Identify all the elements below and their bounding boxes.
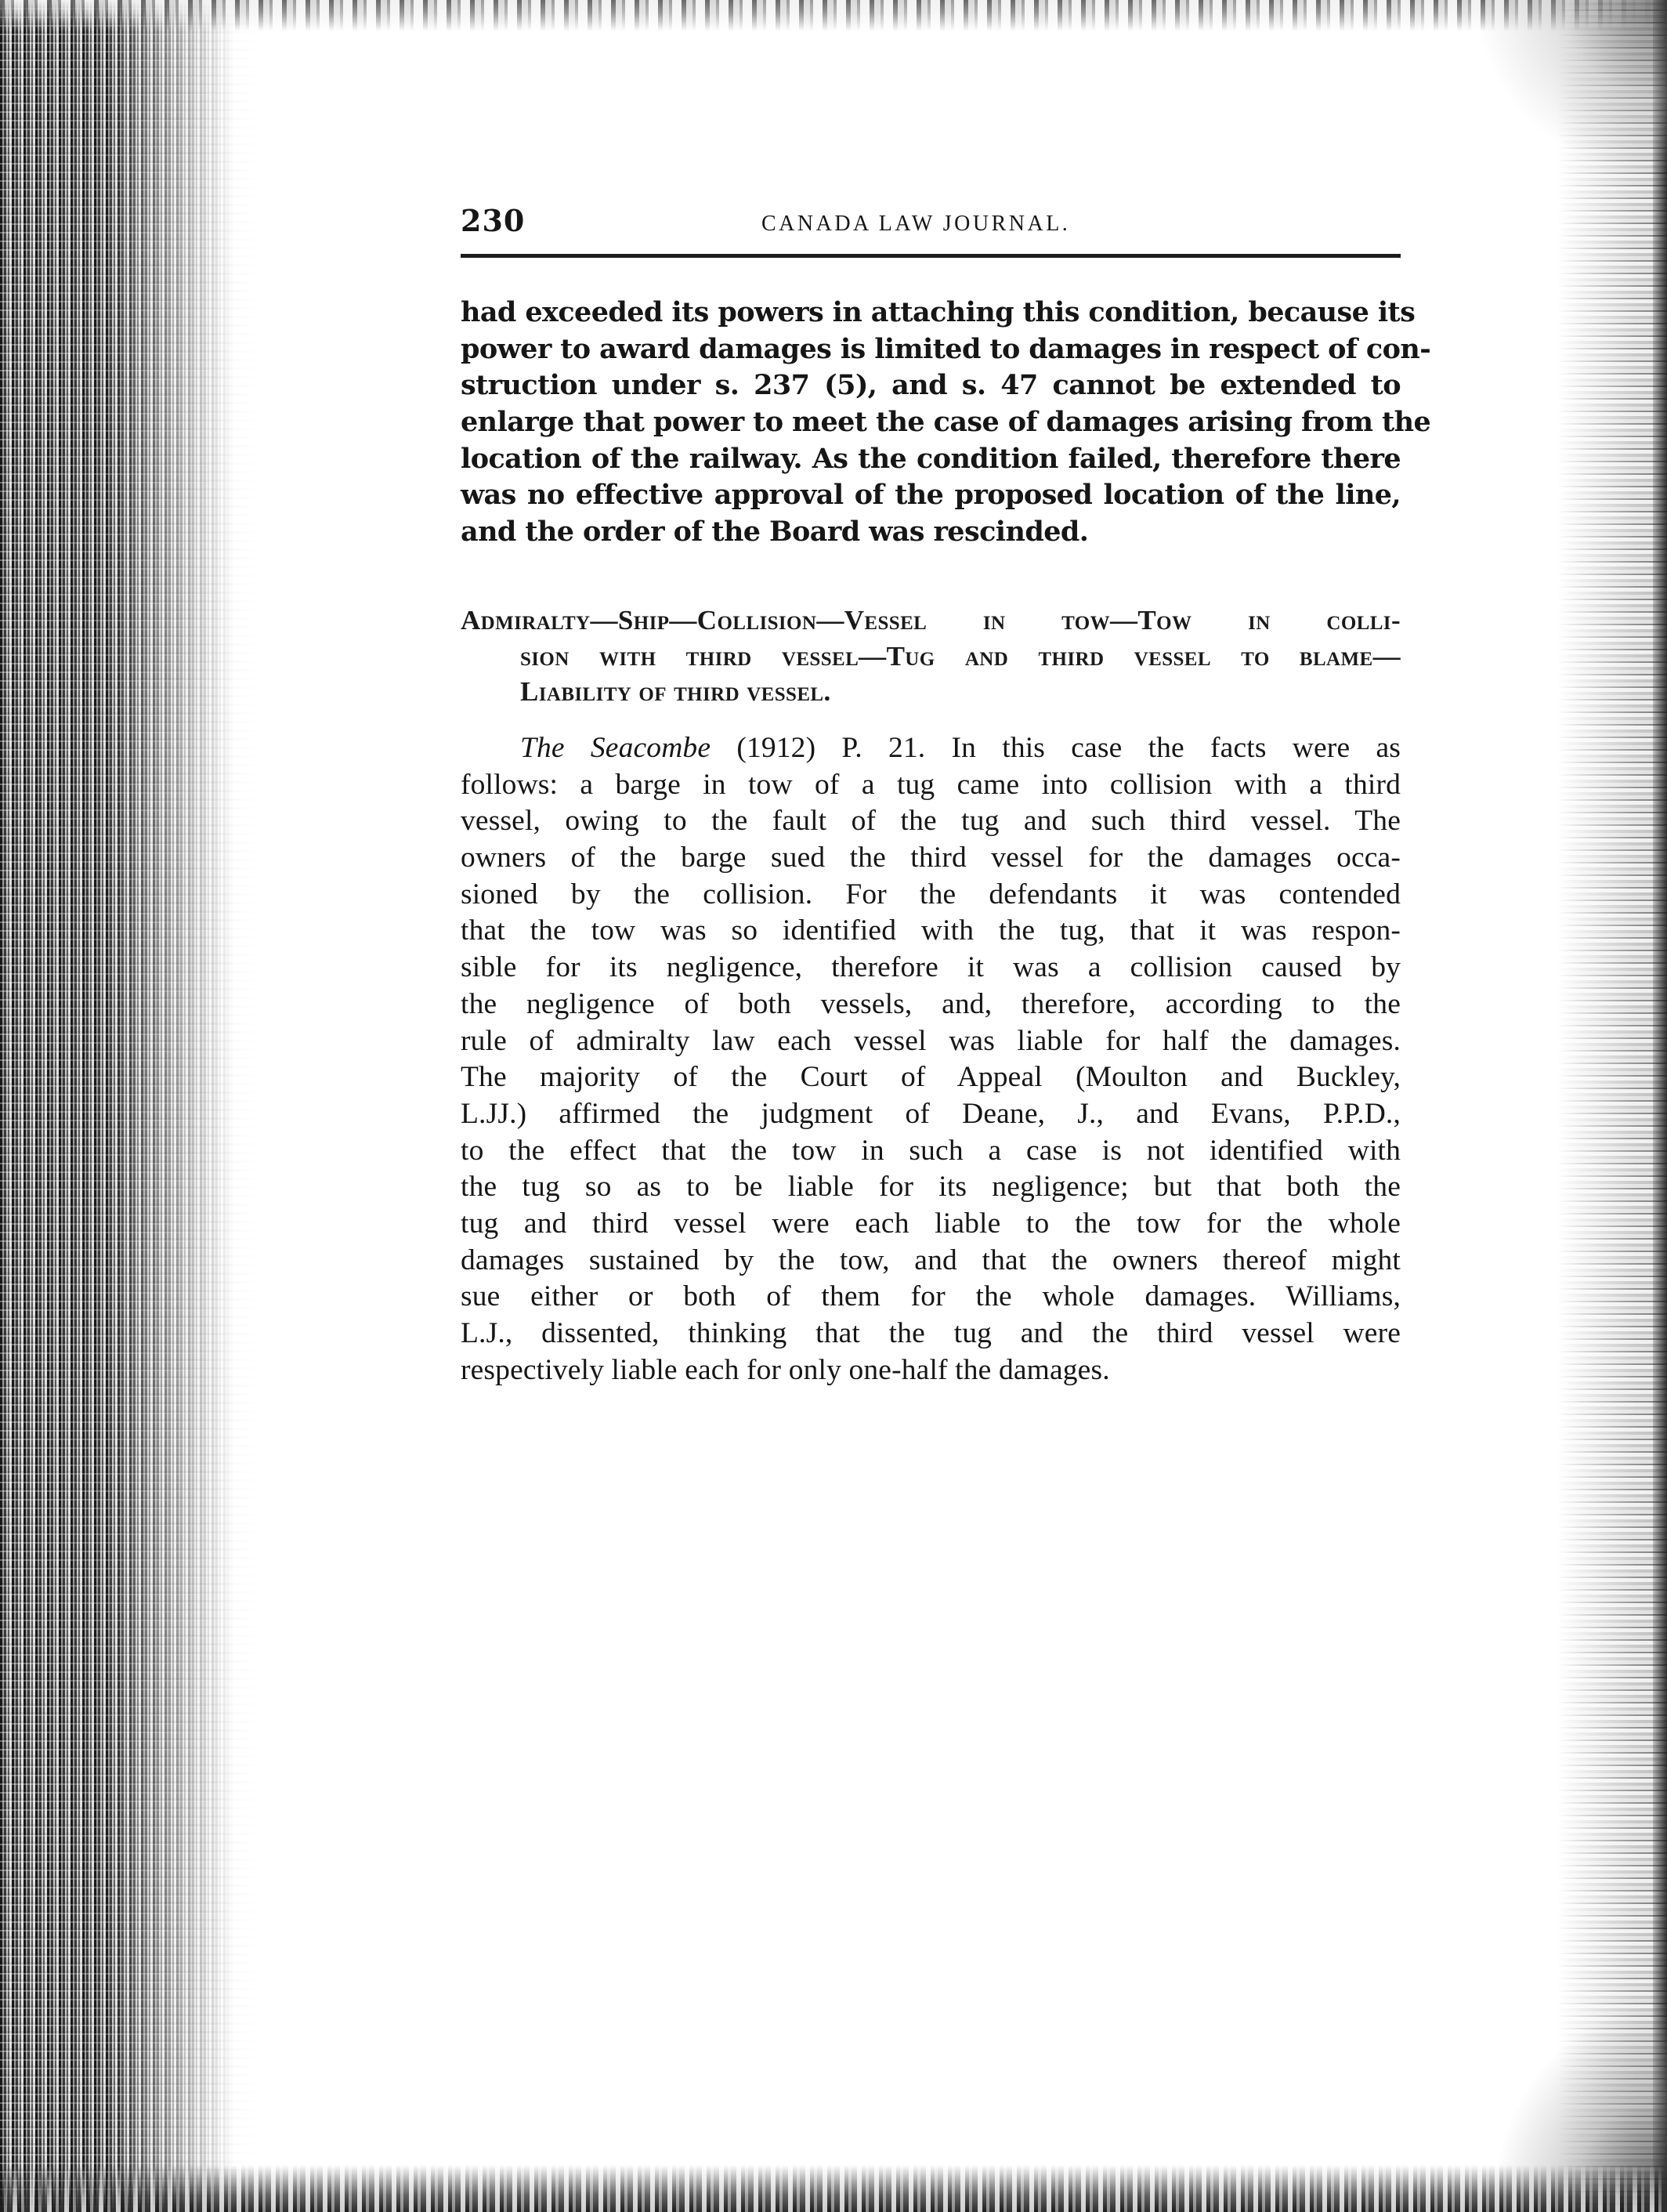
- paragraph-line: tug and third vessel were each liable to the tow for the whole: [461, 1207, 1401, 1240]
- paragraph-line: damages sustained by the tow, and that the owners thereof might: [461, 1244, 1401, 1276]
- page-number: 230: [461, 203, 526, 238]
- paragraph-line: the negligence of both vessels, and, therefore, according to the: [461, 987, 1401, 1020]
- paragraph-line: location of the railway. As the condition failed, therefore there: [461, 442, 1401, 475]
- paragraph-line: that the tow was so identified with the tug, that it was respon-: [461, 914, 1401, 947]
- journal-title: CANADA LAW JOURNAL.: [761, 212, 1071, 236]
- left-scan-speckle: [0, 0, 259, 2212]
- paragraph-line: to the effect that the tow in such a case is not identified with: [461, 1134, 1401, 1167]
- heading-line: Liability of third vessel.: [520, 676, 831, 707]
- paragraph-line: struction under s. 237 (5), and s. 47 cannot be extended to: [461, 369, 1401, 402]
- case-name: The Seacombe: [520, 732, 711, 764]
- paragraph-line: sible for its negligence, therefore it was a collision caused by: [461, 951, 1401, 984]
- paragraph-line: vessel, owing to the fault of the tug and such third vessel. The: [461, 805, 1401, 838]
- paragraph-line: sue either or both of them for the whole damages. Williams,: [461, 1280, 1401, 1313]
- paragraph-line: follows: a barge in tow of a tug came into collision with a third: [461, 768, 1401, 801]
- paragraph-line: rule of admiralty law each vessel was liable for half the damages.: [461, 1024, 1401, 1057]
- heading-line: sion with third vessel—Tug and third vessel to blame—: [520, 640, 1401, 672]
- case-summary-paragraph: [461, 730, 1401, 1388]
- page-content: [461, 202, 1431, 1386]
- section-heading: [461, 603, 1401, 710]
- paragraph-line: power to award damages is limited to damages in respect of con-: [461, 332, 1431, 365]
- bottom-scan-edge: [0, 2165, 1667, 2212]
- paragraph-line: the tug so as to be liable for its negligence; but that both the: [461, 1171, 1401, 1204]
- paragraph-line: and the order of the Board was rescinded.: [461, 516, 1089, 548]
- paragraph-continued: [461, 295, 1431, 551]
- top-scan-edge: [0, 0, 1667, 31]
- paragraph-first-line: [461, 730, 1401, 767]
- right-scan-edge: [1557, 0, 1667, 2212]
- top-right-corner-shadow: [1479, 0, 1667, 172]
- header-rule: [461, 254, 1401, 258]
- paragraph-line: enlarge that power to meet the case of damages arising from the: [461, 406, 1431, 439]
- paragraph-line: L.JJ.) affirmed the judgment of Deane, J., and Evans, P.P.D.,: [461, 1097, 1401, 1130]
- paragraph-line: L.J., dissented, thinking that the tug and the third vessel were: [461, 1317, 1401, 1349]
- paragraph-line: had exceeded its powers in attaching this condition, because its: [461, 296, 1416, 328]
- paragraph-line: sioned by the collision. For the defendants it was contended: [461, 878, 1401, 911]
- paragraph-line: was no effective approval of the proposed location of the line,: [461, 479, 1401, 512]
- paragraph-line: The majority of the Court of Appeal (Moulton and Buckley,: [461, 1061, 1401, 1094]
- running-head: [461, 202, 1401, 251]
- heading-line: Admiralty—Ship—Collision—Vessel in tow—Tow in colli-: [461, 605, 1401, 635]
- paragraph-line: respectively liable each for only one-half the damages.: [461, 1353, 1110, 1386]
- right-scan-shadow: [1653, 0, 1667, 2212]
- paragraph-line: owners of the barge sued the third vessel for the damages occa-: [461, 842, 1401, 874]
- case-citation: (1912) P. 21. In this case the facts were as: [711, 732, 1401, 764]
